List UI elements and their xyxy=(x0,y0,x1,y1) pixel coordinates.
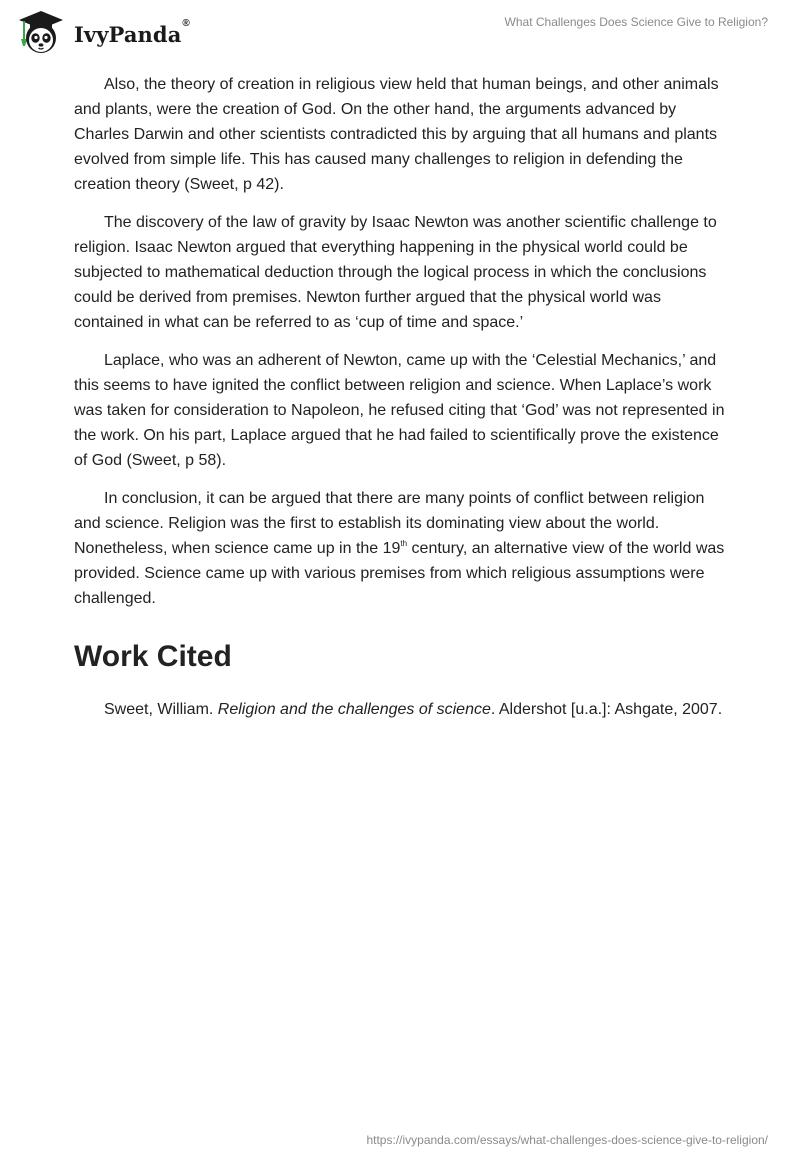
page-header xyxy=(0,0,800,62)
citation-publisher: . Aldershot [u.a.]: Ashgate, 2007. xyxy=(490,701,723,718)
panda-graduation-cap-logo-icon xyxy=(16,8,66,58)
essay-content xyxy=(74,72,730,722)
citation-title: Religion and the challenges of science xyxy=(217,701,491,718)
body-paragraph-newton: The discovery of the law of gravity by Isaac Newton was another scientific challenge to religion. Isaac Newton argued that everything happening in the physical world could be subjected to mathematical deduction through the logical process in which the conclusions could be derived from premises. Newton further argued that the physical world was contained in what can be referred to as ‘cup of time and space.’ xyxy=(74,214,717,331)
body-paragraph-conclusion xyxy=(74,486,730,611)
ivypanda-logo[interactable] xyxy=(16,8,190,58)
brand-name: IvyPanda® xyxy=(74,17,190,47)
works-cited-heading: Work Cited xyxy=(74,640,232,673)
body-paragraph-laplace: Laplace, who was an adherent of Newton, came up with the ‘Celestial Mechanics,’ and this seems to have ignited the conflict between religion and science. When Laplace’s work was taken for consideration to Napoleon, he refused citing that ‘God’ was not represented in the work. On his part, Laplace argued that he had failed to scientifically prove the existence of God (Sweet, p 58). xyxy=(74,352,725,469)
body-paragraph-creation: Also, the theory of creation in religious view held that human beings, and other animals and plants, were the creation of God. On the other hand, the arguments advanced by Charles Darwin and other scientists contradicted this by arguing that all humans and plants evolved from simple life. This has caused many challenges to religion in defending the creation theory (Sweet, p 42). xyxy=(74,76,719,193)
source-url[interactable]: https://ivypanda.com/essays/what-challenges-does-science-give-to-religion/ xyxy=(366,1133,768,1147)
citation-author: Sweet, William. xyxy=(104,701,218,718)
conclusion-text-start: In conclusion, it can be argued that there are many points of conflict between religion and science. Religion was the first to establish its dominating view about the world. Nonetheless, when science came up in the 19 xyxy=(74,490,705,557)
ordinal-suffix: th xyxy=(400,538,408,548)
citation-entry xyxy=(74,697,730,722)
document-title: What Challenges Does Science Give to Religion? xyxy=(504,15,768,29)
conclusion-text-end: century, an alternative view of the world was provided. Science came up with various premises from which religious assumptions were challenged. xyxy=(74,540,725,607)
registered-mark: ® xyxy=(182,17,190,29)
